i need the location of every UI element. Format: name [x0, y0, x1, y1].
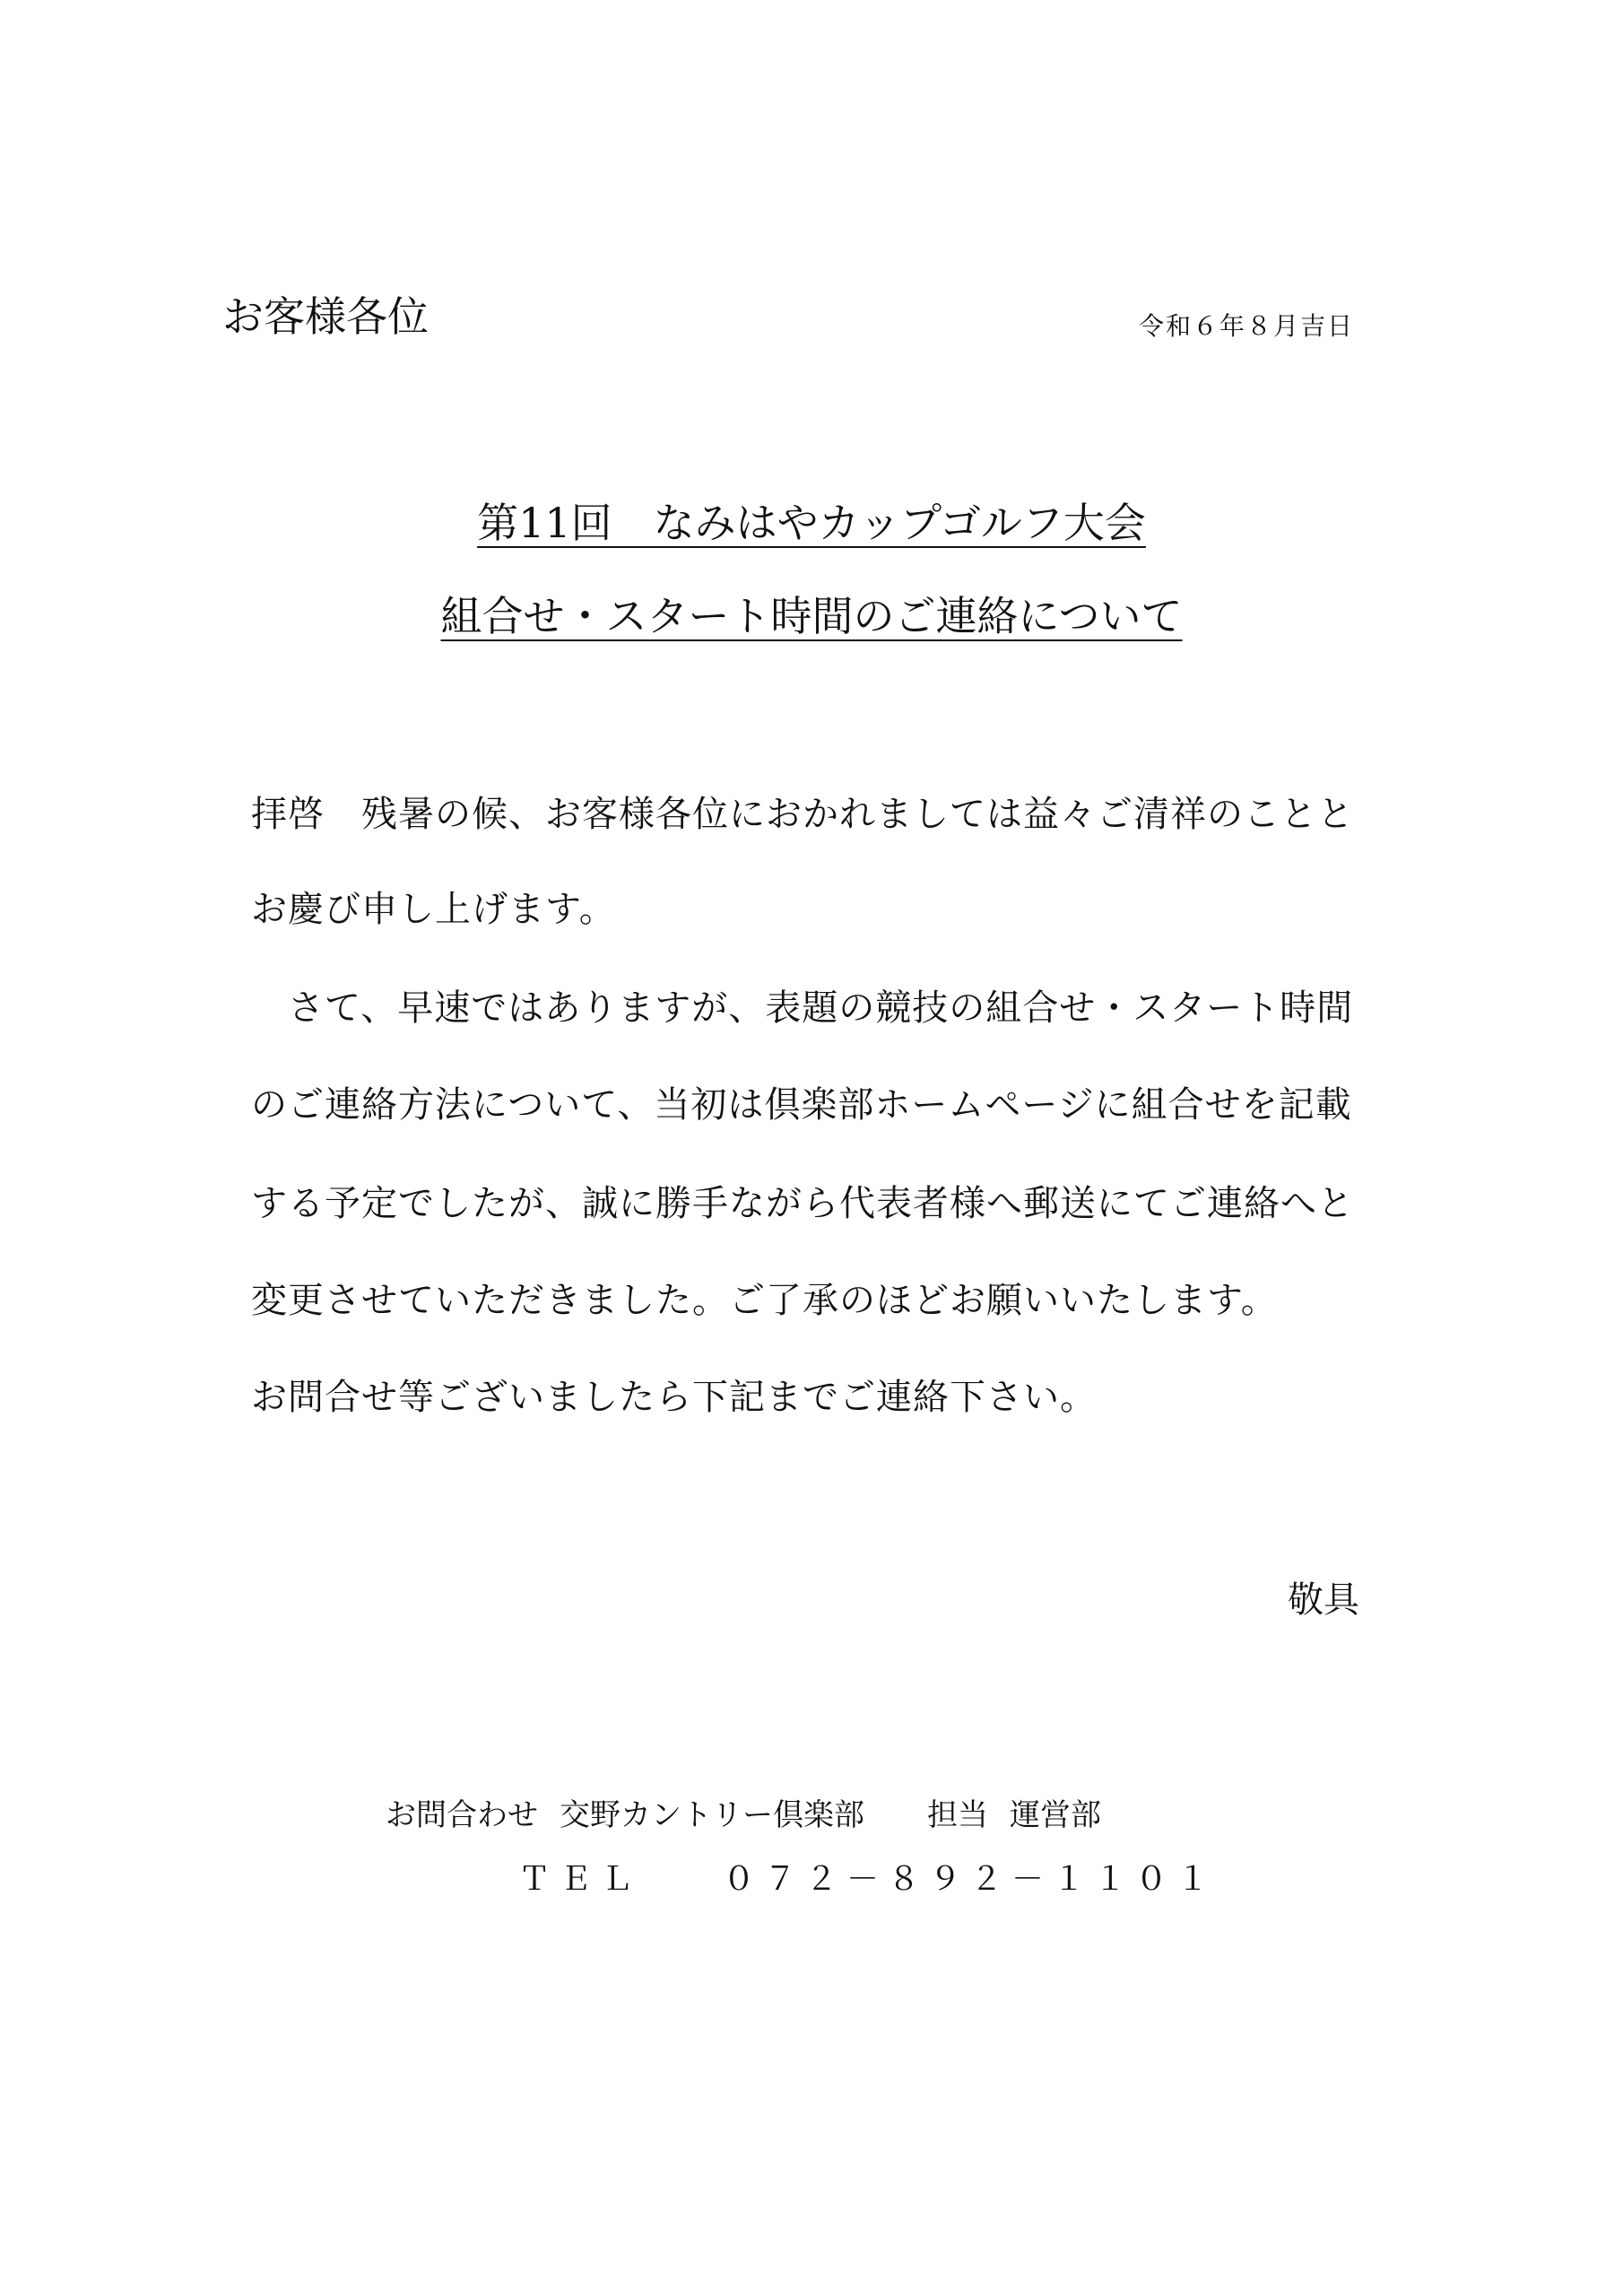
contact-info — [386, 1790, 1101, 1840]
body-line-5: する予定でしたが、誠に勝手ながら代表者様へ郵送にてご連絡へと — [251, 1183, 1354, 1224]
body-line-6: 変更させていただきました。ご了承のほどお願いいたします。 — [251, 1280, 1278, 1321]
body-line-3: さて、早速ではありますが、表題の競技の組合せ・スタート時間 — [251, 987, 1354, 1029]
closing-salutation: 敬具 — [1288, 1579, 1359, 1621]
body-line-7: お問合せ等ございましたら下記までご連絡下さい。 — [251, 1377, 1097, 1418]
document-title-line-1 — [0, 491, 1623, 554]
tel-label: ＴＥＬ — [518, 1861, 643, 1898]
body-line-1: 拝啓 残暑の候、お客様各位におかれましては益々ご清祥のことと — [251, 794, 1354, 835]
tel-number: ０７２－８９２－１１０１ — [723, 1861, 1219, 1898]
title-line-1-text: 第11回 なみはやカップゴルフ大会 — [477, 499, 1146, 547]
title-line-2-text: 組合せ・スタート時間のご連絡について — [440, 592, 1183, 640]
contact-person-label: 担当 — [927, 1797, 988, 1833]
contact-department: 運営部 — [1010, 1797, 1101, 1833]
body-line-4: のご連絡方法について、当初は倶楽部ホームページに組合せを記載 — [251, 1084, 1352, 1126]
issue-date: 令和６年８月吉日 — [1139, 311, 1355, 341]
addressee: お客様各位 — [222, 292, 429, 341]
body-line-2: お慶び申し上げます。 — [251, 889, 616, 930]
contact-label: お問合わせ — [386, 1797, 538, 1833]
contact-telephone — [518, 1855, 1218, 1905]
contact-organization: 交野カントリー倶楽部 — [560, 1797, 864, 1833]
document-title-line-2 — [0, 585, 1623, 648]
